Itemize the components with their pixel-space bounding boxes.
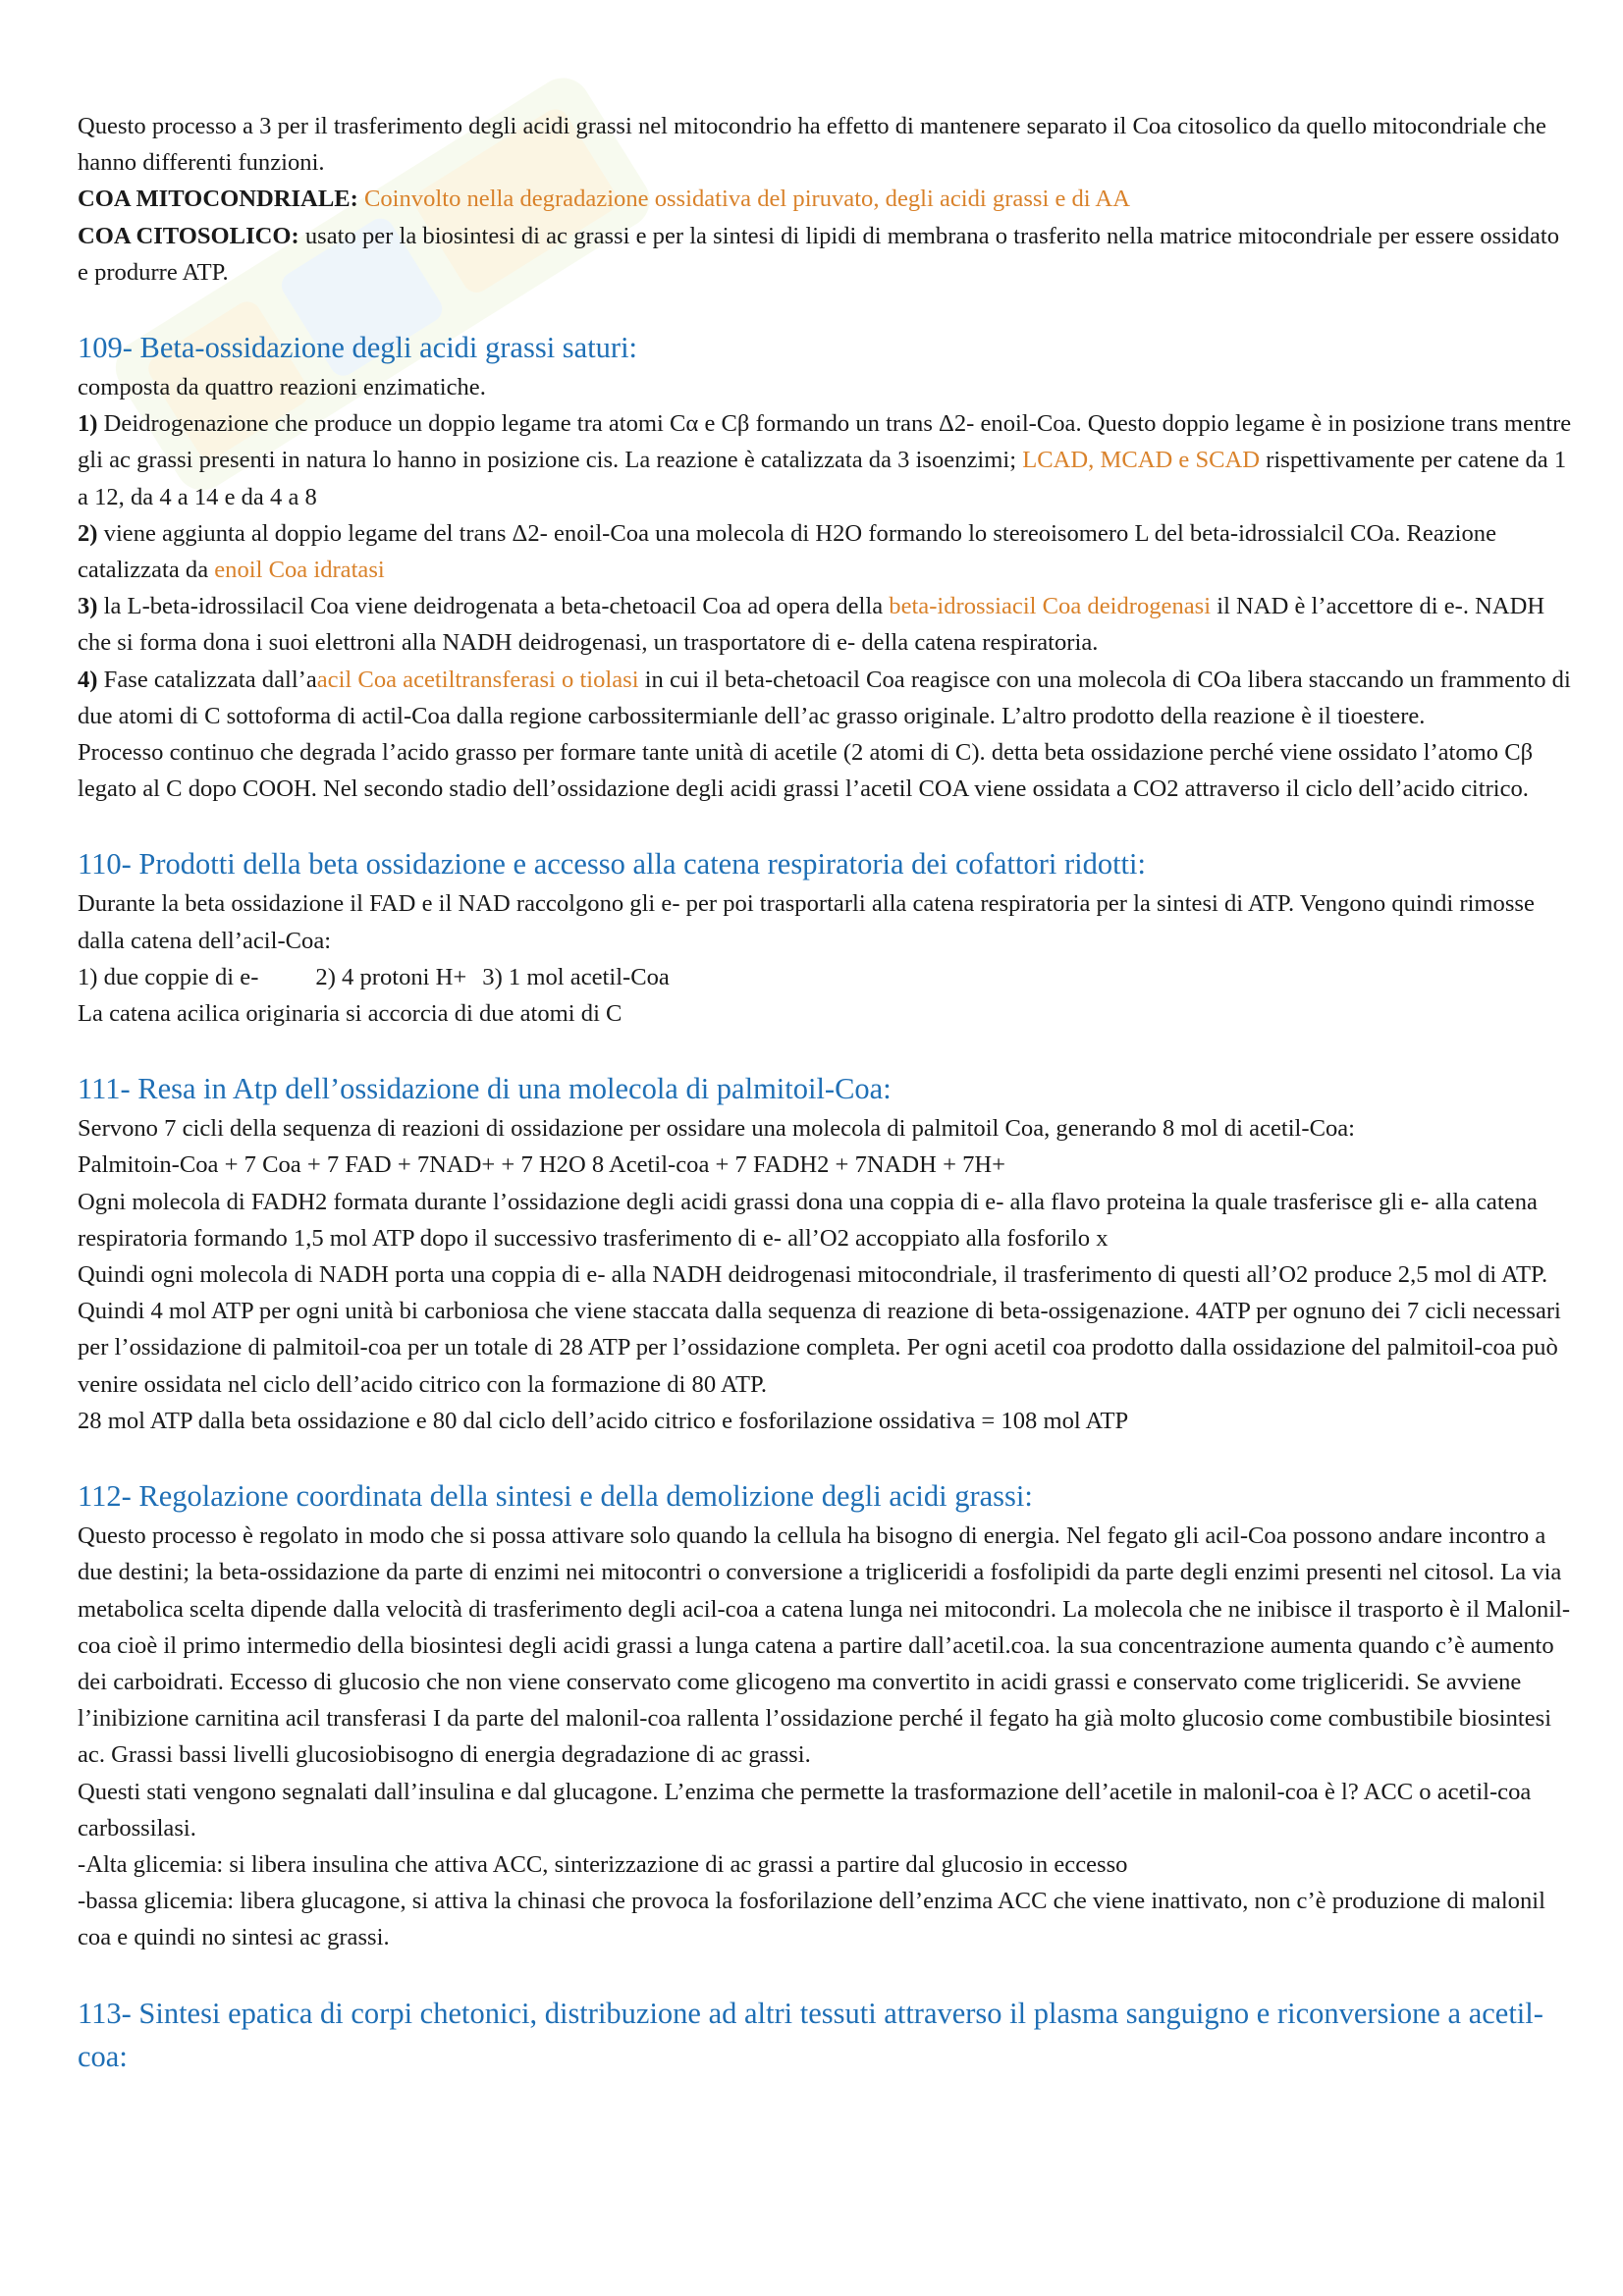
coa-mitocondriale-label: COA MITOCONDRIALE: [78,186,358,213]
reaction-4-number: 4) [78,666,98,693]
reaction-2-text: viene aggiunta al doppio legame del trans Δ2- enoil-Coa una molecola di H2O formando lo stereoisomero L del beta-idrossialcil COa. Reazione catalizzata da [78,519,1497,584]
reaction-4-enzyme: acil Coa acetiltransferasi o tiolasi [316,666,639,693]
reaction-1-number: 1) [78,410,98,438]
reaction-4-text: Fase catalizzata dall’a [97,666,317,693]
reaction-4-text-end: in cui il beta-chetoacil Coa reagisce con una molecola di COa libera staccando un frammento di due atomi di C sottoforma di actil-Coa dalla regione carbossitermianle dell’ac grasso originale. L’altro prodotto della reazione è il tioestere. [78,666,1571,729]
reaction-3-text: la L-beta-idrossilacil Coa viene deidrogenata a beta-chetoacil Coa ad opera della [97,593,890,620]
section-109-intro: composta da quattro reazioni enzimatiche. [78,374,486,401]
item-3: 3) 1 mol acetil-Coa [482,963,670,990]
document-body [78,108,1575,2078]
reaction-4 [78,662,1575,734]
section-110-paragraph: Durante la beta ossidazione il FAD e il NAD raccolgono gli e- per poi trasportarli alla catena respiratoria per la sintesi di ATP. Vengono quindi rimosse dalla catena dell’acil-Coa: [78,890,1535,954]
coa-citosolico-line [78,218,1575,291]
section-111-title: 111- Resa in Atp dell’ossidazione di una molecola di palmitoil-Coa: [78,1072,892,1106]
spacer [78,807,1575,842]
section-109-title: 109- Beta-ossidazione degli acidi grassi saturi: [78,331,638,365]
spacer [78,1439,1575,1474]
spacer [78,291,1575,326]
reaction-1 [78,405,1575,515]
item-1: 1) due coppie di e- [78,963,259,990]
item-2: 2) 4 protoni H+ [315,963,467,990]
coa-citosolico-label: COA CITOSOLICO: [78,222,299,249]
reaction-2-enzyme: enoil Coa idratasi [214,557,385,584]
coa-mitocondriale-text: Coinvolto nella degradazione ossidativa del piruvato, degli acidi grassi e di AA [357,186,1130,213]
spacer [78,1956,1575,1992]
section-111-equation: Palmitoin-Coa + 7 Coa + 7 FAD + 7NAD+ + 7 H2O 8 Acetil-coa + 7 FADH2 + 7NADH + 7H+ [78,1151,1006,1179]
reaction-3 [78,588,1575,661]
section-112-paragraph-1: Questo processo è regolato in modo che si possa attivare solo quando la cellula ha bisogno di energia. Nel fegato gli acil-Coa possono andare incontro a due destini; la beta-ossidazione da parte di enzimi nei mitocontri o conversione a trigliceridi a fosfolipidi da parte degli enzimi presenti nel citosol. La via metabolica scelta dipende dalla velocità di trasferimento degli acil-coa a catena lunga nei mitocondri. La molecola che ne inibisce il trasporto è il Malonil-coa cioè il primo intermedio della biosintesi degli acidi grassi a lunga catena a partire dall’acetil.coa. la sua concentrazione aumenta quando c’è aumento dei carboidrati. Eccesso di glucosio che non viene conservato come glicogeno ma convertito in acidi grassi e conservato come trigliceridi. Se avviene l’inibizione carnitina acil transferasi I da parte del malonil-coa rallenta l’ossidazione perché il fegato ha già molto glucosio come combustibile biosintesi ac. Grassi bassi livelli glucosiobisogno di energia degradazione di ac grassi. [78,1522,1571,1769]
section-112-paragraph-3: -Alta glicemia: si libera insulina che attiva ACC, sinterizzazione di ac grassi a partire dal glucosio in eccesso [78,1850,1128,1878]
reaction-1-text-end: rispettivamente per catene da 1 a 12, da 4 a 14 e da 4 a 8 [78,447,1567,510]
section-111-paragraph-4: Quindi ogni molecola di NADH porta una coppia di e- alla NADH deidrogenasi mitocondriale, il trasferimento di questi all’O2 produce 2,5 mol di ATP. Quindi 4 mol ATP per ogni unità bi carboniosa che viene staccata dalla sequenza di reazione di beta-ossigenazione. 4ATP per ognuno dei 7 cicli necessari per l’ossidazione di palmitoil-coa per un totale di 28 ATP per l’ossidazione completa. Per ogni acetil coa prodotto dalla ossidazione del palmitoil-coa può venire ossidata nel ciclo dell’acido citrico con la formazione di 80 ATP. [78,1261,1561,1398]
section-111-paragraph-3: Ogni molecola di FADH2 formata durante l’ossidazione degli acidi grassi dona una coppia di e- alla flavo proteina la quale trasferisce gli e- alla catena respiratoria formando 1,5 mol ATP dopo il successivo trasferimento di e- all’O2 accoppiato alla fosforilo x [78,1188,1538,1252]
section-111-paragraph-1: Servono 7 cicli della sequenza di reazioni di ossidazione per ossidare una molecola di palmitoil Coa, generando 8 mol di acetil-Coa: [78,1115,1356,1143]
section-110-items [78,959,1575,995]
reaction-1-text: Deidrogenazione che produce un doppio legame tra atomi Cα e Cβ formando un trans Δ2- enoil-Coa. Questo doppio legame è in posizione trans mentre gli ac grassi presenti in natura lo hanno in posizione cis. La reazione è catalizzata da 3 isoenzimi; [78,410,1572,474]
reaction-2-number: 2) [78,519,98,547]
reaction-3-enzyme: beta-idrossiacil Coa deidrogenasi [889,593,1212,620]
section-112-paragraph-4: -bassa glicemia: libera glucagone, si attiva la chinasi che provoca la fosforilazione dell’enzima ACC che viene inattivato, non c’è produzione di malonil coa e quindi no sintesi ac grassi. [78,1888,1545,1951]
section-110-title: 110- Prodotti della beta ossidazione e accesso alla catena respiratoria dei cofattori ridotti: [78,847,1146,881]
spacer [78,1032,1575,1067]
section-110-paragraph-2: La catena acilica originaria si accorcia di due atomi di C [78,1000,622,1028]
section-112-paragraph-2: Questi stati vengono segnalati dall’insulina e dal glucagone. L’enzima che permette la trasformazione dell’acetile in malonil-coa è l? ACC o acetil-coa carbossilasi. [78,1778,1532,1842]
section-113-title: 113- Sintesi epatica di corpi chetonici, distribuzione ad altri tessuti attraverso il plasma sanguigno e riconversione a acetil-coa: [78,1996,1543,2073]
coa-citosolico-text: usato per la biosintesi di ac grassi e per la sintesi di lipidi di membrana o trasferito nella matrice mitocondriale per essere ossidato e produrre ATP. [78,222,1560,286]
reaction-2 [78,515,1575,588]
section-112-title: 112- Regolazione coordinata della sintesi e della demolizione degli acidi grassi: [78,1479,1033,1514]
reaction-1-enzymes: LCAD, MCAD e SCAD [1022,447,1261,474]
reaction-3-text-end: il NAD è l’accettore di e-. NADH che si forma dona i suoi elettroni alla NADH deidrogenasi, un trasportatore di e- della catena respiratoria. [78,593,1545,657]
section-109-outro: Processo continuo che degrada l’acido grasso per formare tante unità di acetile (2 atomi di C). detta beta ossidazione perché viene ossidato l’atomo Cβ legato al C dopo COOH. Nel secondo stadio dell’ossidazione degli acidi grassi l’acetil COA viene ossidata a CO2 attraverso il ciclo dell’acido citrico. [78,739,1534,803]
reaction-3-number: 3) [78,593,98,620]
section-111-paragraph-5: 28 mol ATP dalla beta ossidazione e 80 dal ciclo dell’acido citrico e fosforilazione ossidativa = 108 mol ATP [78,1407,1129,1434]
intro-paragraph: Questo processo a 3 per il trasferimento degli acidi grassi nel mitocondrio ha effetto di mantenere separato il Coa citosolico da quello mitocondriale che hanno differenti funzioni. [78,113,1546,177]
coa-mitocondriale-line [78,181,1575,217]
